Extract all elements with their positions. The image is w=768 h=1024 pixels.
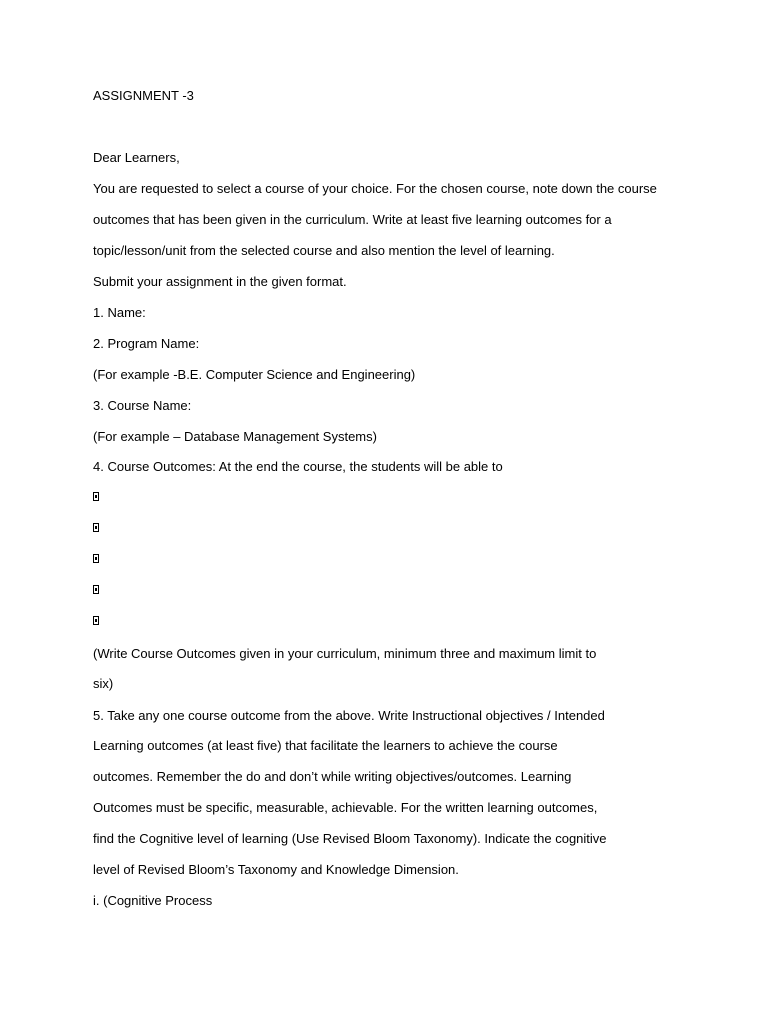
item-name: 1. Name:	[93, 305, 146, 320]
course-outcomes-note-1: (Write Course Outcomes given in your curriculum, minimum three and maximum limit to	[93, 646, 597, 661]
item5-line-2: Learning outcomes (at least five) that facilitate the learners to achieve the course	[93, 738, 558, 753]
item5-line-1: 5. Take any one course outcome from the above. Write Instructional objectives / Intended	[93, 708, 605, 723]
item-course-name: 3. Course Name:	[93, 398, 192, 413]
item5-line-6: level of Revised Bloom’s Taxonomy and Knowledge Dimension.	[93, 862, 459, 877]
intro-line-2: outcomes that has been given in the curriculum. Write at least five learning outcomes for a	[93, 212, 612, 227]
missing-bullet-icon	[93, 585, 99, 594]
item-program-name: 2. Program Name:	[93, 336, 200, 351]
missing-bullet-icon	[93, 554, 99, 563]
item-program-example: (For example -B.E. Computer Science and Engineering)	[93, 367, 416, 382]
missing-bullet-icon	[93, 492, 99, 501]
missing-bullet-icon	[93, 616, 99, 625]
item-course-outcomes: 4. Course Outcomes: At the end the course, the students will be able to	[93, 459, 503, 474]
subitem-cognitive-process: i. (Cognitive Process	[93, 893, 213, 908]
item5-line-5: find the Cognitive level of learning (Use Revised Bloom Taxonomy). Indicate the cognitive	[93, 831, 607, 846]
item5-line-4: Outcomes must be specific, measurable, achievable. For the written learning outcomes,	[93, 800, 598, 815]
missing-bullet-icon	[93, 523, 99, 532]
course-outcomes-note-2: six)	[93, 676, 114, 691]
item5-line-3: outcomes. Remember the do and don’t while writing objectives/outcomes. Learning	[93, 769, 572, 784]
intro-line-4: Submit your assignment in the given format.	[93, 274, 347, 289]
salutation: Dear Learners,	[93, 150, 180, 165]
intro-line-3: topic/lesson/unit from the selected course and also mention the level of learning.	[93, 243, 555, 258]
intro-line-1: You are requested to select a course of your choice. For the chosen course, note down the course	[93, 181, 657, 196]
item-course-example: (For example – Database Management Systems)	[93, 429, 377, 444]
assignment-title: ASSIGNMENT -3	[93, 88, 194, 103]
